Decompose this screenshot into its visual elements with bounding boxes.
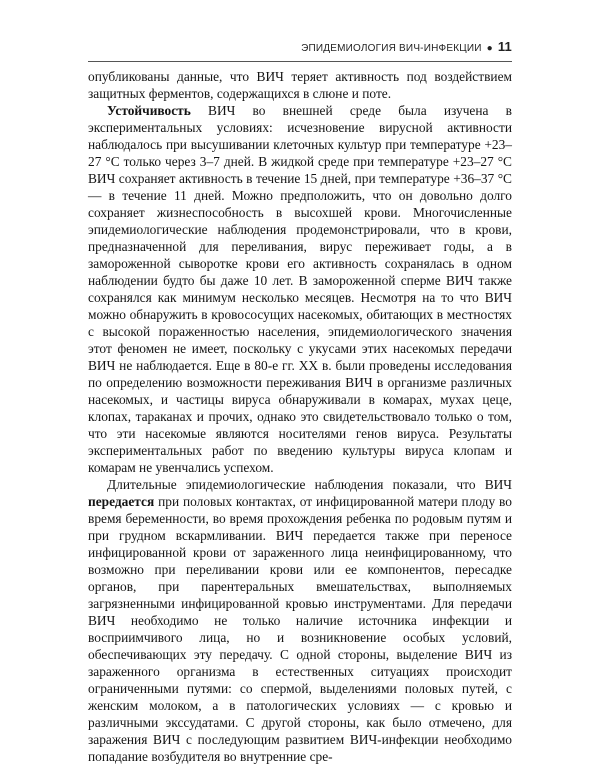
paragraph-text: ВИЧ во внешней среде была изучена в экспериментальных условиях: исчезновение вирусной активности наблюдалось при высушивании клеточных культур при температуре +23–27 °С только через 3–7 дней. В жидкой среде при температуре +23–27 °С ВИЧ сохраняет активность в течение 15 дней, при температуре +36–37 °С — в течение 11 дней. Можно предположить, что он довольно долго сохраняет жизнеспособность в высохшей крови. Многочисленные эпидемиологические наблюдения продемонстрировали, что в крови, предназначенной для переливания, вирус переживает годы, а в замороженной сыворотке крови его активность сохранялась в одном наблюдении будто бы даже 10 лет. В замороженной сперме ВИЧ также сохранялся как минимум несколько месяцев. Несмотря на то что ВИЧ можно обнаружить в кровососущих насекомых, обитающих в местностях с высокой пораженностью населения, эпидемиологического значения этот феномен не имеет, поскольку с укусами этих насекомых передачи ВИЧ не наблюдается. Еще в 80-е гг. XX в. были проведены исследования по определению возможности переживания ВИЧ в организме различных насекомых, и частицы вируса обнаруживали в комарах, мухах цеце, клопах, тараканах и прочих, однако это свидетельствовало только о том, что эти насекомые являются носителями генов вируса. Результаты экспериментальных работ по введению культуры вируса клопам и комарам не увенчались успехом. [88, 103, 512, 475]
paragraph-emphasis-term: передается [88, 494, 155, 509]
paragraph-lead-term: Устойчивость [107, 103, 191, 118]
paragraph-continuation [88, 68, 512, 102]
paragraph-stability [88, 102, 512, 476]
paragraph-text: опубликованы данные, что ВИЧ теряет активность под воздействием защитных ферментов, содержащихся в слюне и поте. [88, 69, 512, 101]
bullet-separator: ● [486, 43, 493, 54]
running-header [88, 40, 512, 56]
paragraph-text-end: при половых контактах, от инфицированной матери плоду во время беременности, во время прохождения ребенка по родовым путям и при грудном вскармливании. ВИЧ передается также при переносе инфицированной крови от зараженного лица неинфицированному, что возможно при переливании крови или ее компонентов, пересадке органов, при парентеральных вмешательствах, выполняемых загрязненными инфицированной кровью инструментами. Для передачи ВИЧ необходимо не только наличие источника инфекции и восприимчивого лица, но и возникновение особых условий, обеспечивающих эту передачу. С одной стороны, выделение ВИЧ из зараженного организма в естественных ситуациях происходит ограниченными путями: со спермой, выделениями половых путей, с женским молоком, а в патологических условиях — с кровью и различными экссудатами. С другой стороны, как было отмечено, для заражения ВИЧ с последующим развитием ВИЧ-инфекции необходимо попадание возбудителя во внутренние сре- [88, 494, 512, 764]
paragraph-transmission [88, 476, 512, 765]
header-rule [88, 61, 512, 62]
page-body [88, 68, 512, 765]
running-title: ЭПИДЕМИОЛОГИЯ ВИЧ-ИНФЕКЦИИ [301, 43, 482, 54]
paragraph-text-start: Длительные эпидемиологические наблюдения показали, что ВИЧ [107, 477, 512, 492]
page-number: 11 [497, 39, 512, 54]
